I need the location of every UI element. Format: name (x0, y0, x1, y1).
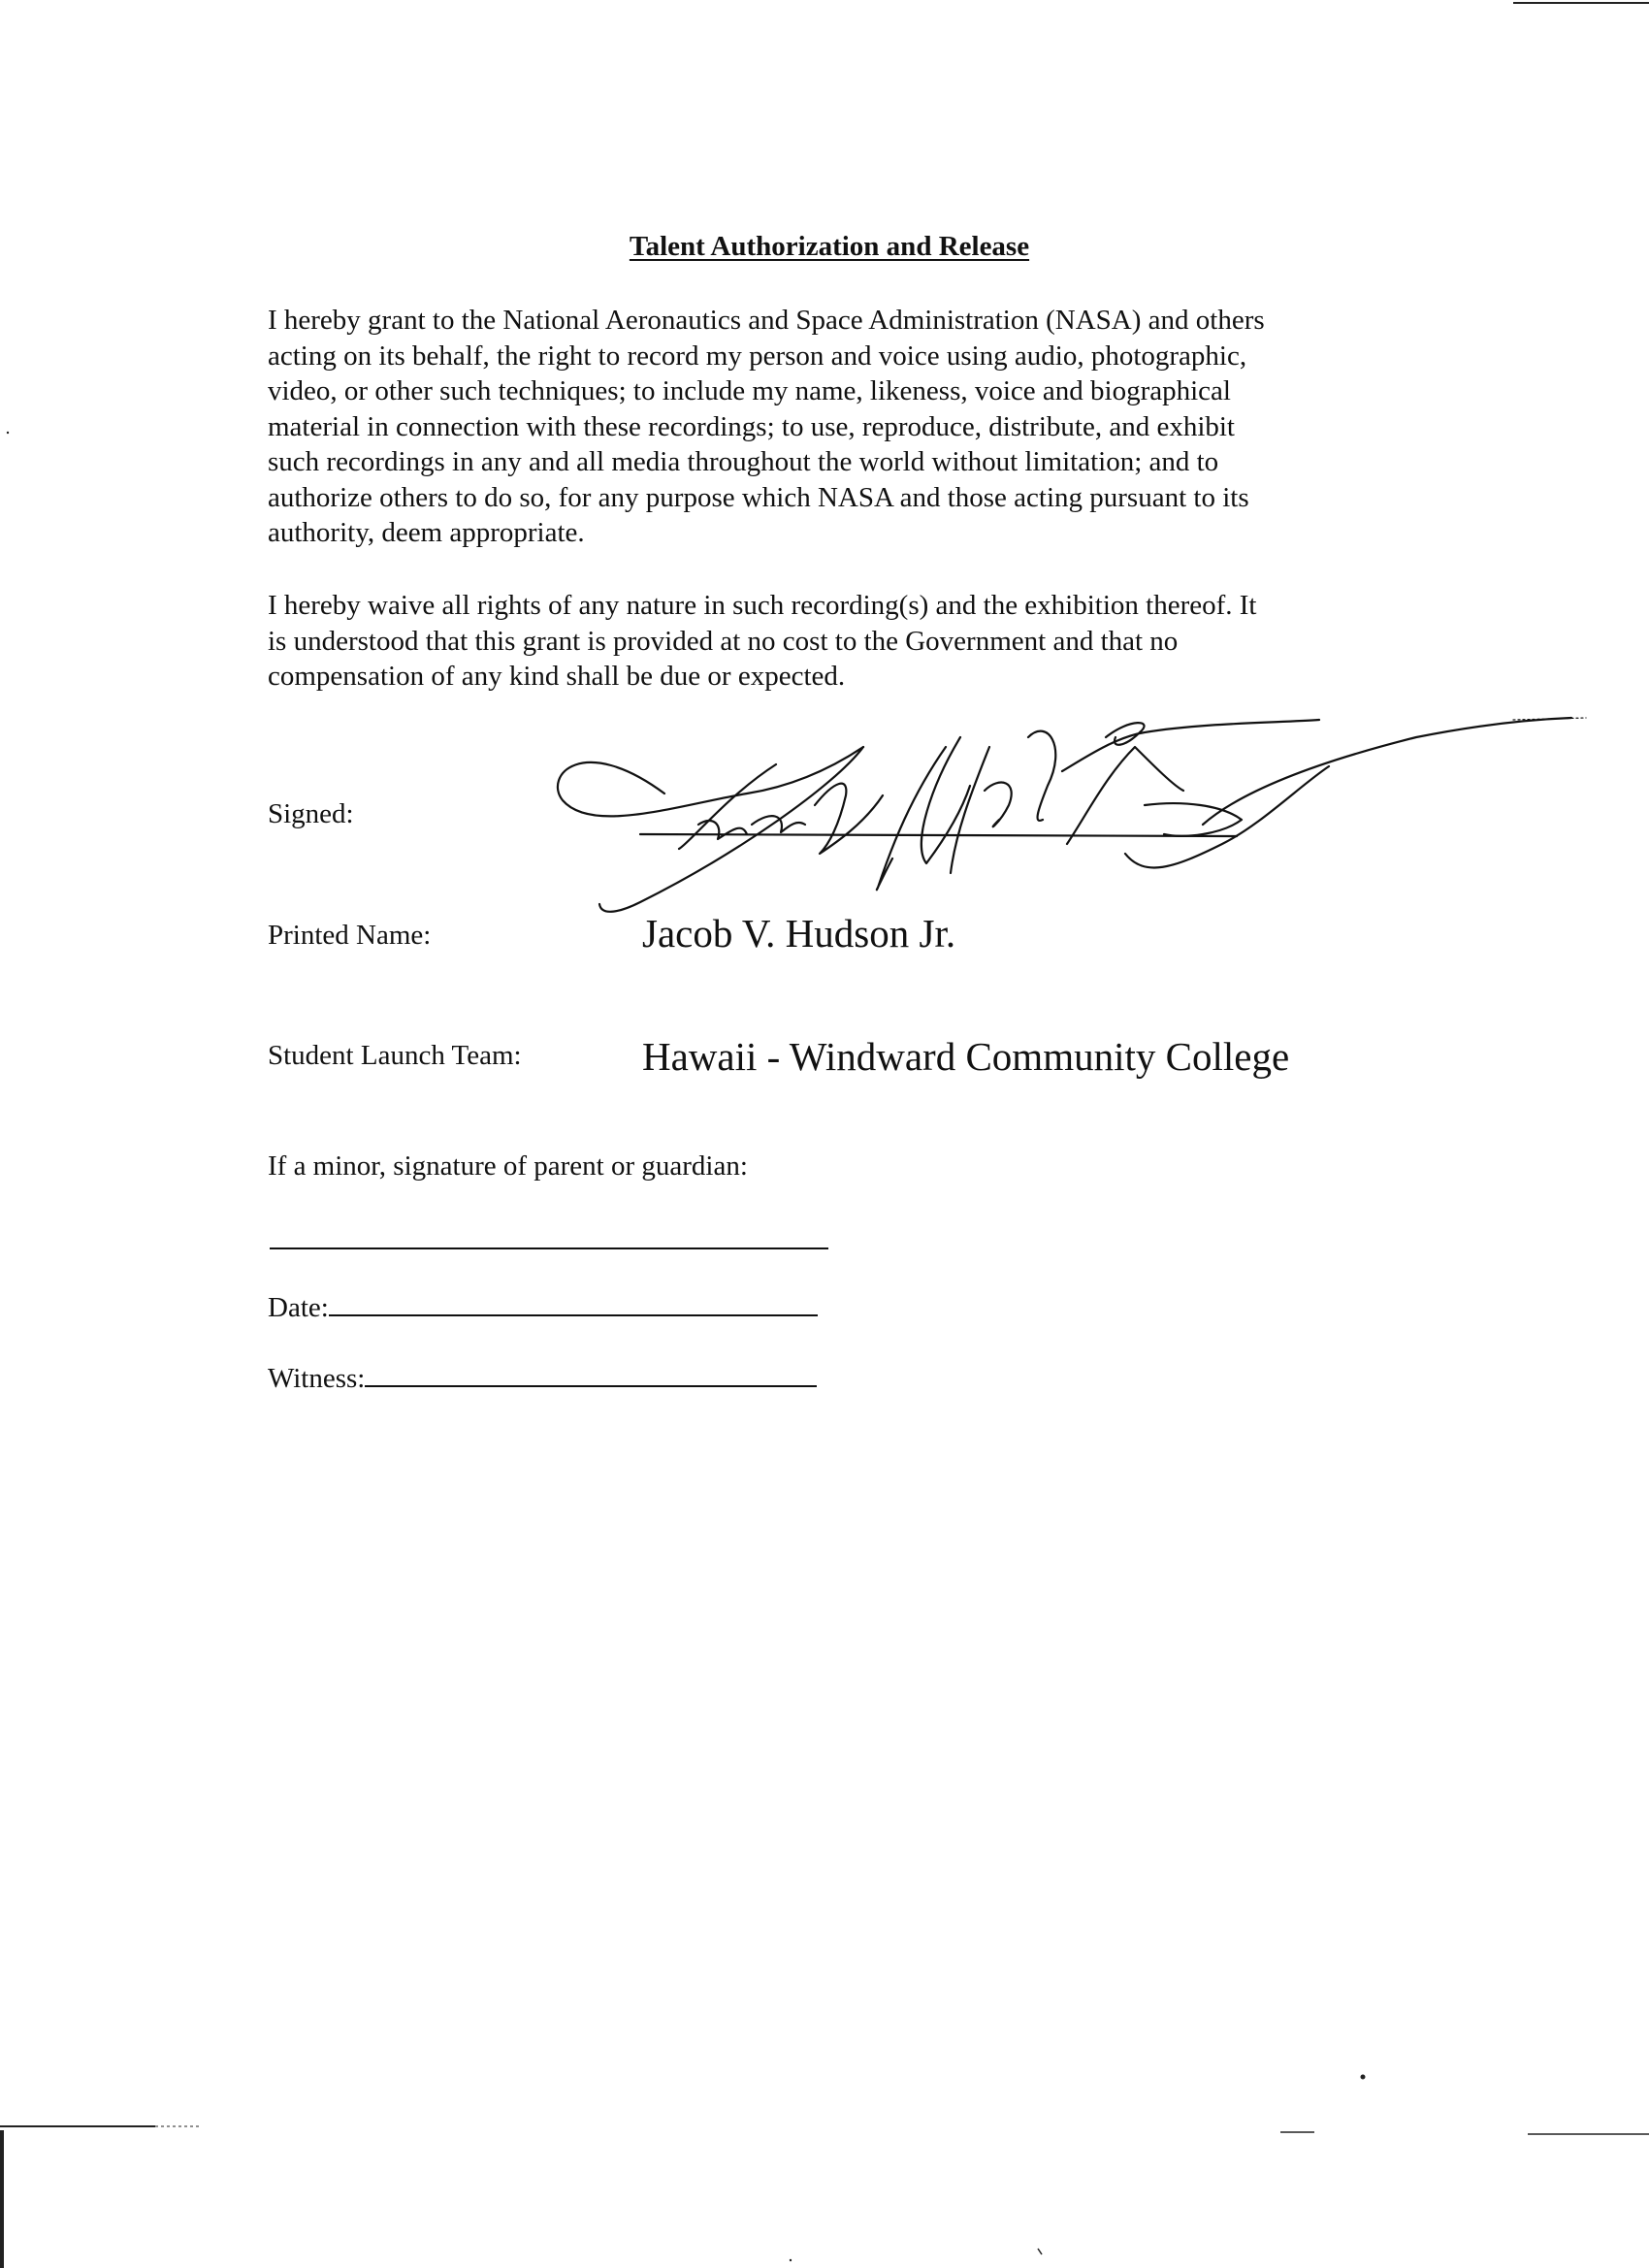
paragraph-line: is understood that this grant is provided at no cost to the Government and that no (268, 625, 1179, 657)
witness-blank-line (365, 1364, 817, 1387)
guardian-signature-label: If a minor, signature of parent or guardian: (268, 1150, 748, 1182)
guardian-signature-line (270, 1247, 828, 1249)
paragraph-line: compensation of any kind shall be due or expected. (268, 661, 846, 692)
paragraph-line: acting on its behalf, the right to record my person and voice using audio, photographic, (268, 340, 1247, 372)
printed-name-value: Jacob V. Hudson Jr. (642, 911, 956, 956)
witness-field (268, 1363, 817, 1395)
date-field (268, 1292, 818, 1324)
paragraph-line: authority, deem appropriate. (268, 517, 585, 548)
handwritten-signature (543, 679, 1591, 931)
printed-name-label: Printed Name: (268, 920, 432, 951)
document-title: Talent Authorization and Release (629, 231, 1030, 262)
grant-paragraph (268, 303, 1403, 551)
paragraph-line: I hereby grant to the National Aeronautics and Space Administration (NASA) and others (268, 305, 1265, 336)
witness-label: Witness: (268, 1363, 366, 1394)
date-label: Date: (268, 1292, 329, 1323)
student-launch-team-label: Student Launch Team: (268, 1040, 522, 1071)
paragraph-line: video, or other such techniques; to include my name, likeness, voice and biographical (268, 375, 1231, 406)
paragraph-line: material in connection with these recordings; to use, reproduce, distribute, and exhibit (268, 410, 1235, 442)
paragraph-line: such recordings in any and all media throughout the world without limitation; and to (268, 446, 1219, 477)
paragraph-line: authorize others to do so, for any purpose which NASA and those acting pursuant to its (268, 481, 1249, 513)
student-launch-team-value: Hawaii - Windward Community College (642, 1034, 1290, 1079)
signed-label: Signed: (268, 798, 354, 829)
date-blank-line (329, 1293, 818, 1316)
paragraph-line: I hereby waive all rights of any nature in such recording(s) and the exhibition thereof. It (268, 590, 1257, 621)
